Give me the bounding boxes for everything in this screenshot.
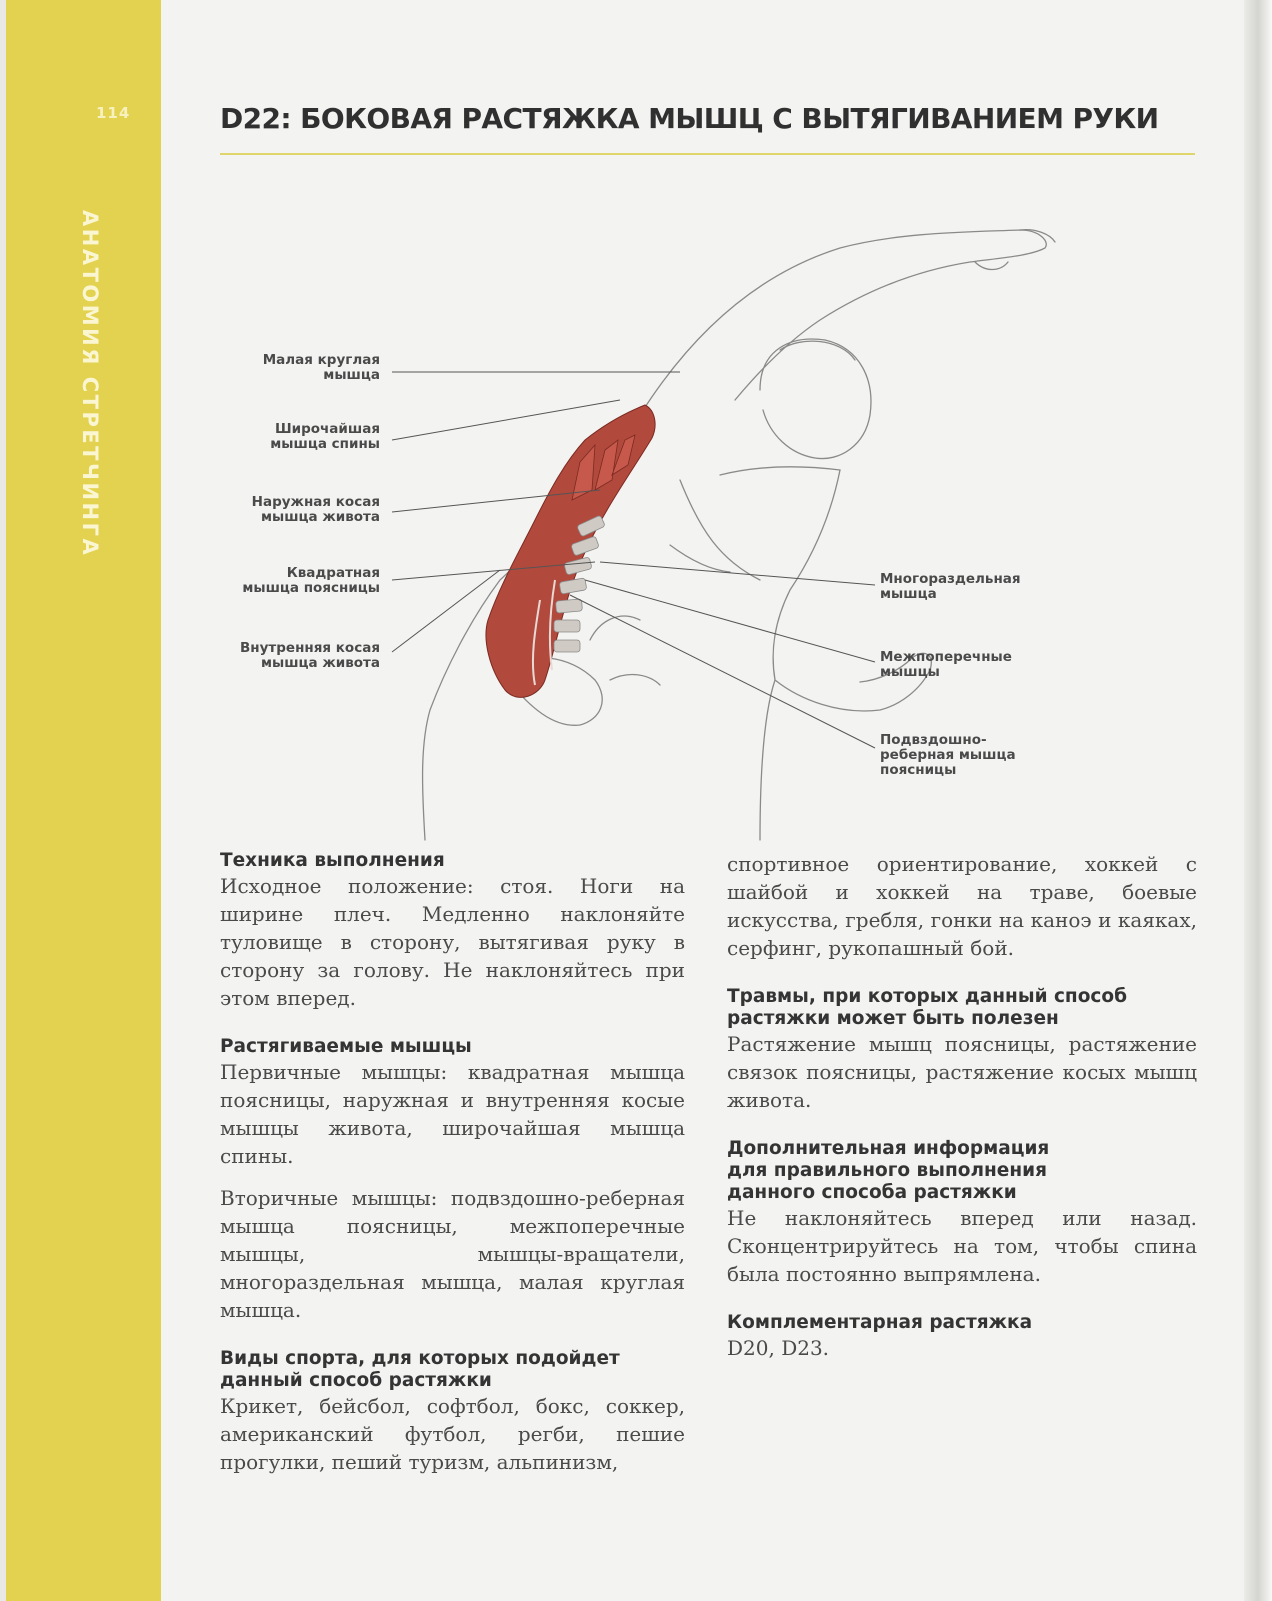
extra-info-text: Не наклоняйтесь вперед или назад. Сконцентрируйтесь на том, чтобы спина была постоянно выпрямлена. bbox=[727, 1206, 1197, 1286]
primary-muscles-text: Первичные мышцы: квадратная мышца поясницы, наружная и внутренняя косые мышцы живота, широчайшая мышца спины. bbox=[220, 1060, 685, 1168]
label-intertransversarii: Межпоперечные мышцы bbox=[880, 649, 1012, 680]
extra-info-heading: Дополнительная информация для правильного выполнения данного способа растяжки bbox=[727, 1138, 1050, 1203]
leader-line-intertransverse bbox=[585, 580, 875, 662]
label-teres-minor: Малая круглая мышца bbox=[262, 352, 380, 383]
sports-text-continued: спортивное ориентирование, хоккей с шайбой и хоккей на траве, боевые искусства, гребля, гонки на каноэ и каяках, серфинг, рукопашный бой. bbox=[727, 852, 1197, 960]
complement-heading: Комплементарная растяжка bbox=[727, 1312, 1033, 1333]
leader-line-internal-oblique bbox=[392, 570, 500, 652]
label-multifidus: Многораздельная мышца bbox=[880, 571, 1021, 602]
label-iliocostalis-lumborum: Подвздошно- реберная мышца поясницы bbox=[880, 732, 1016, 778]
page-number: 114 bbox=[96, 104, 131, 122]
technique-text: Исходное положение: стоя. Ноги на ширине плеч. Медленно наклоняйте туловище в сторону, вытягивая руку в сторону за голову. Не наклоняйтесь при этом вперед. bbox=[220, 874, 685, 1010]
technique-heading: Техника выполнения bbox=[220, 850, 445, 871]
complement-text: D20, D23. bbox=[727, 1336, 830, 1360]
sports-text: Крикет, бейсбол, софтбол, бокс, соккер, американский футбол, регби, пешие прогулки, пеший туризм, альпинизм, bbox=[220, 1394, 685, 1474]
secondary-muscles-text: Вторичные мышцы: подвздошно-реберная мышца поясницы, межпоперечные мышцы, мышцы-вращатели, многораздельная мышца, малая круглая мышца. bbox=[220, 1186, 685, 1322]
label-internal-oblique: Внутренняя косая мышца живота bbox=[240, 640, 380, 671]
anatomy-figure bbox=[200, 200, 1100, 850]
left-text-column bbox=[220, 850, 685, 1476]
injuries-text: Растяжение мышц поясницы, растяжение связок поясницы, растяжение косых мышц живота. bbox=[727, 1032, 1197, 1112]
right-text-column bbox=[727, 850, 1197, 1362]
label-external-oblique: Наружная косая мышца живота bbox=[251, 494, 380, 525]
section-name: АНАТОМИЯ СТРЕТЧИНГА bbox=[78, 210, 102, 558]
sports-heading: Виды спорта, для которых подойдет данный способ растяжки bbox=[220, 1348, 620, 1391]
label-latissimus-dorsi: Широчайшая мышца спины bbox=[270, 421, 380, 452]
muscle-highlights bbox=[486, 405, 655, 697]
title-rule bbox=[220, 153, 1195, 155]
leader-line-latissimus bbox=[392, 400, 620, 440]
label-quadratus-lumborum: Квадратная мышца поясницы bbox=[242, 565, 380, 596]
injuries-heading: Травмы, при которых данный способ растяжки может быть полезен bbox=[727, 986, 1128, 1029]
book-spine-shadow bbox=[1244, 0, 1272, 1601]
muscles-heading: Растягиваемые мышцы bbox=[220, 1036, 472, 1057]
leader-line-iliocostalis bbox=[570, 595, 875, 748]
page-title: D22: БОКОВАЯ РАСТЯЖКА МЫШЦ С ВЫТЯГИВАНИЕМ РУКИ bbox=[220, 102, 1159, 135]
